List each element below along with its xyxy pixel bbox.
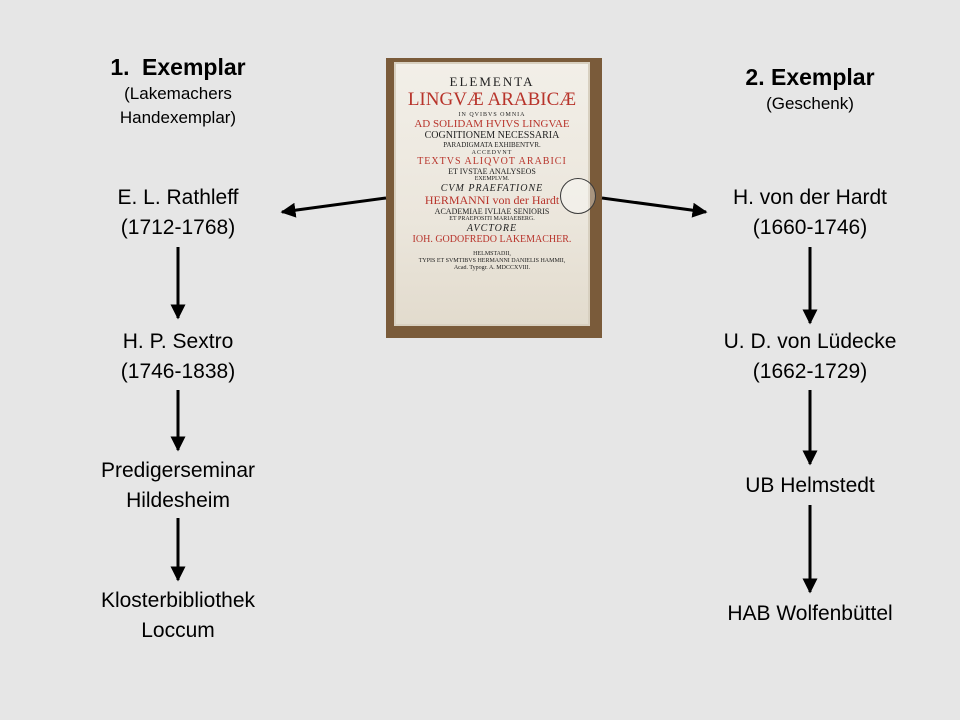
left-heading-title: Exemplar [142, 54, 246, 80]
book-line: IN QVIBVS OMNIA [458, 112, 526, 118]
left-subtitle-line1: (Lakemachers [124, 84, 232, 103]
book-line: HERMANNI von der Hardt [424, 194, 560, 207]
right-node-hardt-name: H. von der Hardt [732, 186, 888, 209]
left-node-predigerseminar-line2: Hildesheim [126, 489, 230, 512]
arrow-book-to-rathleff [282, 198, 386, 212]
left-heading-number: 1. [110, 54, 130, 80]
book-line: ET IVSTAE ANALYSEOS [448, 167, 536, 176]
left-node-loccum-line2: Loccum [141, 619, 215, 642]
book-line: PARADIGMATA EXHIBENTVR. [443, 141, 541, 149]
book-line: Acad. Typogr. A. MDCCXVIII. [453, 265, 531, 271]
left-subtitle-line2: Handexemplar) [119, 108, 237, 127]
left-node-predigerseminar-line1: Predigerseminar [100, 459, 256, 482]
book-line: TYPIS ET SVMTIBVS HERMANNI DANIELIS HAMMII, [418, 258, 566, 264]
book-line: AD SOLIDAM HVIVS LINGVAE [414, 118, 570, 130]
book-line: EXEMPLVM. [474, 176, 510, 182]
book-line: HELMSTADII, [473, 251, 511, 257]
book-line: TEXTVS ALIQVOT ARABICI [417, 156, 567, 167]
book-line: COGNITIONEM NECESSARIA [424, 130, 560, 141]
left-node-sextro-dates: (1746-1838) [120, 360, 236, 383]
right-node-hab-wolfenbuettel: HAB Wolfenbüttel [727, 602, 893, 625]
left-node-sextro-name: H. P. Sextro [122, 330, 234, 353]
left-node-loccum-line1: Klosterbibliothek [100, 589, 256, 612]
arrow-book-to-hardt [602, 198, 706, 212]
book-line: AVCTORE [466, 223, 518, 234]
book-line: ACCEDVNT [471, 150, 513, 156]
right-heading: 2. Exemplar [745, 64, 875, 90]
book-line: LINGVÆ ARABICÆ [407, 90, 577, 110]
right-node-luedecke-dates: (1662-1729) [752, 360, 868, 383]
book-line: CVM PRAEFATIONE [440, 183, 544, 194]
right-node-ub-helmstedt: UB Helmstedt [745, 474, 875, 497]
right-node-hardt-dates: (1660-1746) [752, 216, 868, 239]
left-node-rathleff-dates: (1712-1768) [120, 216, 236, 239]
left-node-rathleff-name: E. L. Rathleff [117, 186, 239, 209]
book-line: ACADEMIAE IVLIAE SENIORIS [434, 207, 550, 216]
right-node-luedecke-name: U. D. von Lüdecke [723, 330, 897, 353]
book-line: IOH. GODOFREDO LAKEMACHER. [412, 234, 572, 245]
right-subtitle: (Geschenk) [766, 94, 854, 113]
book-line: ET PRAEPOSITI MARIAEBERG. [449, 216, 535, 222]
book-line: ELEMENTA [449, 74, 535, 89]
